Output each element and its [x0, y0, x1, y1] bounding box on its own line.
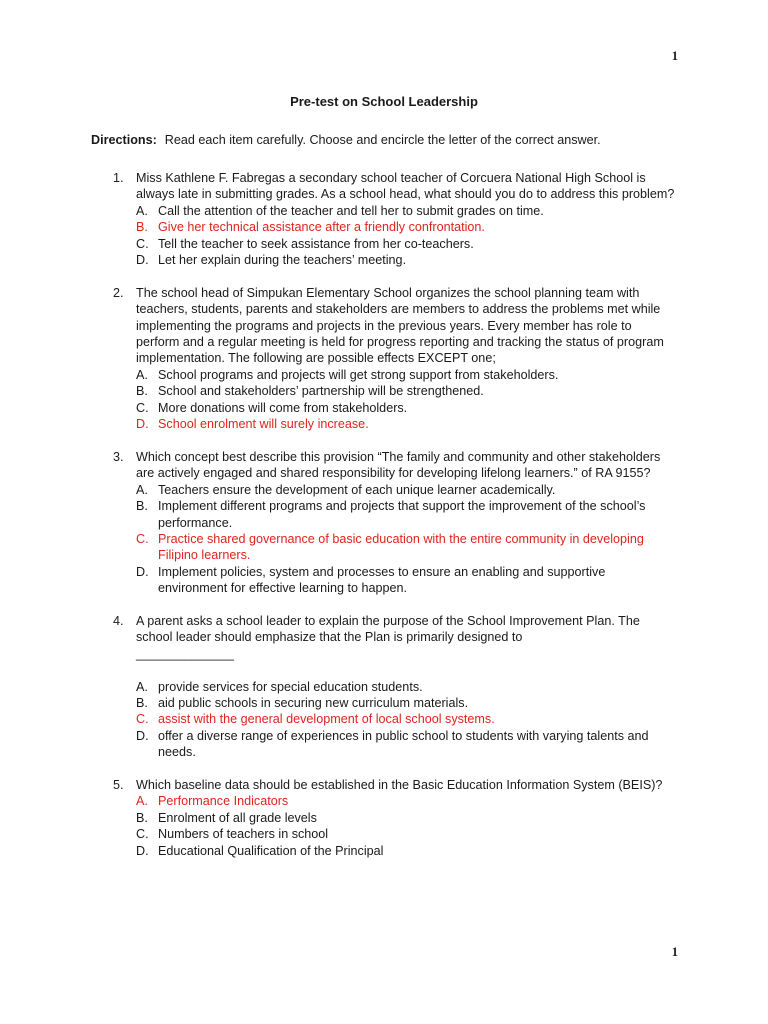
option-letter: C.: [136, 712, 149, 727]
option-letter: B.: [136, 810, 148, 825]
option-letter: D.: [136, 417, 149, 432]
option-letter: D.: [136, 728, 149, 743]
question-number: 2.: [113, 285, 124, 300]
question-list: [0, 170, 768, 875]
question-item: [0, 777, 676, 859]
answer-option[interactable]: [136, 203, 676, 219]
answer-option[interactable]: [136, 843, 676, 859]
option-letter: A.: [136, 203, 148, 218]
answer-option[interactable]: [136, 810, 676, 826]
option-letter: A.: [136, 679, 148, 694]
option-letter: B.: [136, 384, 148, 399]
question-item: [0, 170, 676, 268]
question-stem: Which concept best describe this provision “The family and community and other stakeholders are actively engaged and shared responsibility for developing lifelong learners.” of RA 9155?: [136, 449, 661, 481]
directions-text: Read each item carefully. Choose and encircle the letter of the correct answer.: [164, 133, 601, 147]
answer-option[interactable]: [136, 695, 676, 711]
option-text: assist with the general development of local school systems.: [158, 712, 495, 727]
option-letter: D.: [136, 843, 149, 858]
question-stem: Which baseline data should be established in the Basic Education Information System (BEIS)?: [136, 777, 663, 792]
answer-option[interactable]: [136, 498, 676, 531]
option-text: School enrolment will surely increase.: [158, 417, 369, 432]
option-letter: A.: [136, 367, 148, 382]
question-stem: Miss Kathlene F. Fabregas a secondary school teacher of Corcuera National High School is always late in submitting grades. As a school head, what should you do to address this problem?: [136, 171, 675, 202]
question-number: 4.: [113, 613, 124, 628]
question-item: [0, 285, 676, 433]
answer-option[interactable]: [136, 383, 676, 399]
option-text: Implement different programs and projects that support the improvement of the school’s performance.: [158, 499, 646, 530]
answer-option[interactable]: [136, 728, 676, 761]
option-text: More donations will come from stakeholders.: [158, 400, 408, 415]
correct-answer-option[interactable]: [136, 416, 676, 432]
question-stem: A parent asks a school leader to explain the purpose of the School Improvement Plan. The school leader should emphasize that the Plan is primarily designed to: [136, 613, 640, 645]
answer-option[interactable]: [136, 252, 676, 268]
directions: [91, 132, 691, 148]
option-text: provide services for special education students.: [158, 679, 423, 694]
option-letter: B.: [136, 499, 148, 514]
option-text: Call the attention of the teacher and tell her to submit grades on time.: [158, 203, 544, 218]
option-text: Tell the teacher to seek assistance from her co-teachers.: [158, 236, 474, 251]
answer-option[interactable]: [136, 236, 676, 252]
question-number: 5.: [113, 777, 124, 792]
page-number-bottom: 1: [671, 945, 678, 959]
option-text: Numbers of teachers in school: [158, 827, 329, 842]
option-text: Performance Indicators: [158, 794, 289, 809]
option-letter: A.: [136, 794, 148, 809]
question-item: [0, 449, 676, 597]
option-text: aid public schools in securing new curriculum materials.: [158, 695, 469, 710]
option-letter: A.: [136, 482, 148, 497]
option-letter: B.: [136, 220, 148, 235]
option-text: Implement policies, system and processes to ensure an enabling and supportive environment for effective learning to happen.: [158, 564, 606, 596]
question-number: 3.: [113, 449, 124, 464]
page-number-top: 1: [671, 49, 678, 63]
option-text: offer a diverse range of experiences in public school to students with varying talents and needs.: [158, 728, 649, 760]
question-stem: The school head of Simpukan Elementary School organizes the school planning team with teachers, students, parents and stakeholders are members to address the problems met while implementing the programs and projects in the previous years. Every member has role to perform and a regular meeting is held for progress reporting and tracking the status of program implementation. The following are possible effects EXCEPT one;: [136, 285, 664, 366]
answer-option[interactable]: [136, 400, 676, 416]
option-letter: D.: [136, 564, 149, 579]
option-letter: B.: [136, 695, 148, 710]
question-item: [0, 613, 676, 761]
option-text: Let her explain during the teachers’ meeting.: [158, 253, 407, 268]
page-title: Pre-test on School Leadership: [290, 94, 478, 109]
answer-option[interactable]: [136, 367, 676, 383]
option-text: School programs and projects will get strong support from stakeholders.: [158, 367, 559, 382]
answer-option[interactable]: [136, 564, 676, 597]
question-number: 1.: [113, 171, 124, 185]
option-letter: C.: [136, 400, 149, 415]
correct-answer-option[interactable]: [136, 531, 676, 564]
option-text: School and stakeholders’ partnership will be strengthened.: [158, 384, 484, 399]
option-text: Teachers ensure the development of each unique learner academically.: [158, 482, 556, 497]
correct-answer-option[interactable]: [136, 793, 676, 809]
option-letter: C.: [136, 236, 149, 251]
option-text: Enrolment of all grade levels: [158, 810, 317, 825]
option-letter: C.: [136, 827, 149, 842]
answer-option[interactable]: [136, 482, 676, 498]
option-letter: D.: [136, 253, 149, 268]
directions-label: Directions:: [91, 133, 157, 147]
option-text: Practice shared governance of basic education with the entire community in developing Filipino learners.: [158, 531, 644, 563]
option-letter: C.: [136, 531, 149, 546]
correct-answer-option[interactable]: [136, 711, 676, 727]
answer-option[interactable]: [136, 826, 676, 842]
answer-blank: ______________: [136, 646, 235, 661]
option-text: Give her technical assistance after a friendly confrontation.: [158, 220, 485, 235]
option-text: Educational Qualification of the Principal: [158, 843, 384, 858]
correct-answer-option[interactable]: [136, 219, 676, 235]
answer-option[interactable]: [136, 679, 676, 695]
